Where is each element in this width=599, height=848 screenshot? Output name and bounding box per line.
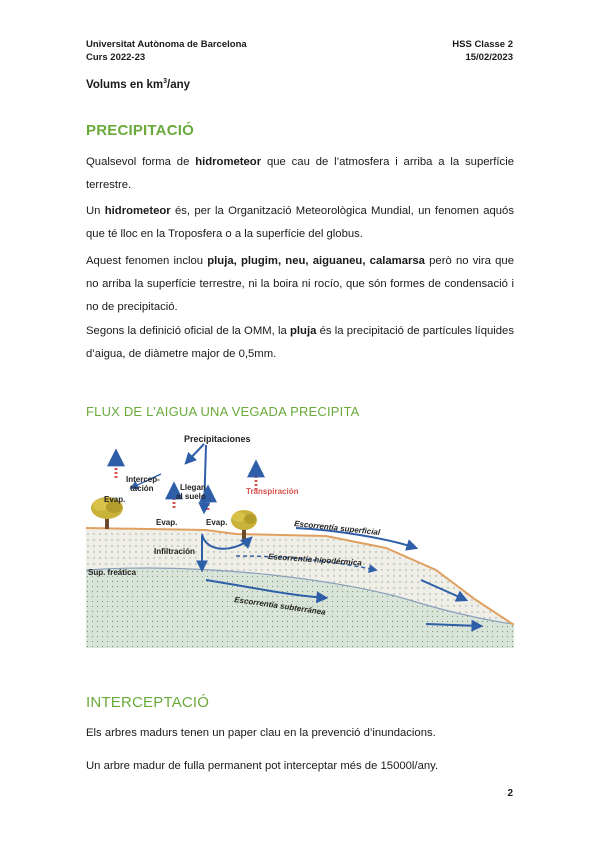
paragraph-definition: Qualsevol forma de hidrometeor que cau de l’atmosfera i arriba a la superfície terrestre. (86, 156, 514, 191)
paragraph-interception-volume: Un arbre madur de fulla permanent pot interceptar més de 15000l/any. (86, 760, 439, 772)
label-intercepcion-2: tación (130, 484, 154, 493)
label-sup-freatica: Sup. freática (88, 568, 137, 577)
section-title-precipitacio: PRECIPITACIÓ (86, 122, 194, 139)
water-flow-diagram (86, 430, 514, 648)
paragraph-phenomena: Aquest fenomen inclou pluja, plugim, neu, aiguaneu, calamarsa però no vira que no arriba la superfície terrestre, ni la boira ni rocío, que són formes de condensació i no de precipitació. (86, 255, 514, 313)
paragraph-hidrometeor: Un hidrometeor és, per la Organització Meteorològica Mundial, un fenomen aquós que té lloc en la Troposfera o a la superfície del globus. (86, 205, 514, 240)
label-llegan-2: al suelo (176, 492, 206, 501)
section-title-intercepcio: INTERCEPTACIÓ (86, 694, 210, 711)
label-escorrentia-hipodermica: Escorrentía hipodérmica (267, 552, 363, 568)
page-number: 2 (507, 788, 513, 799)
paragraph-mature-trees: Els arbres madurs tenen un paper clau en la prevenció d’inundacions. (86, 727, 436, 739)
section-title-flux: FLUX DE L’AIGUA UNA VEGADA PRECIPITA (86, 404, 360, 419)
label-transpiracion: Transpiración (246, 487, 299, 496)
label-escorrentia-subterranea: Escorrentía subterránea (233, 595, 327, 617)
course-year: Curs 2022-23 (86, 52, 146, 63)
units-note: Volums en $km^3$/any (86, 78, 191, 91)
label-llegan-1: Llegan (180, 483, 206, 492)
document-header-left (86, 38, 247, 64)
university-name: Universitat Autònoma de Barcelona (86, 39, 247, 50)
paragraph-omm-definition: Segons la definició oficial de la OMM, la pluja és la precipitació de partícules líquides d’aigua, de diàmetre major de 0,5mm. (86, 325, 514, 360)
label-infiltracion: Infiltración (154, 547, 195, 556)
document-header-right (452, 38, 513, 64)
label-evap-right: Evap. (206, 518, 228, 527)
label-intercepcion-1: Intercep- (126, 475, 160, 484)
class-name: HSS Classe 2 (452, 39, 513, 50)
label-escorrentia-superficial: Escorrentía superficial (293, 519, 381, 538)
label-evap-mid: Evap. (156, 518, 178, 527)
label-evap-left: Evap. (104, 495, 126, 504)
document-date: 15/02/2023 (465, 52, 513, 63)
label-precipitaciones: Precipitaciones (184, 434, 251, 444)
